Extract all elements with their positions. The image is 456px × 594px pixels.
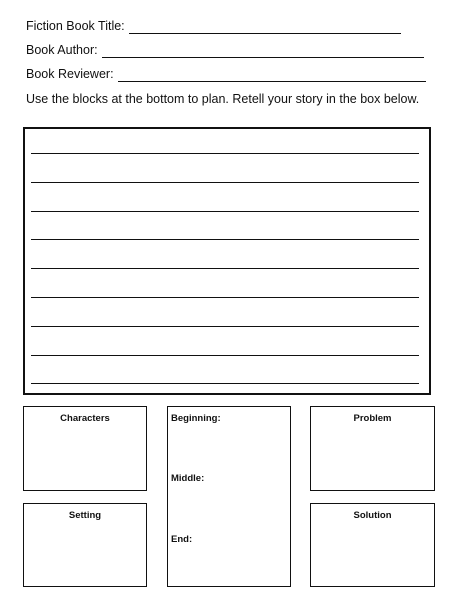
title-field-row [26, 18, 401, 34]
writing-line [31, 153, 419, 154]
beginning-label: Beginning: [171, 413, 221, 424]
characters-label: Characters [60, 413, 110, 424]
reviewer-entry-line[interactable] [118, 69, 426, 82]
reviewer-field-row [26, 66, 426, 82]
writing-line [31, 326, 419, 327]
instruction-text: Use the blocks at the bottom to plan. Retell your story in the box below. [26, 92, 420, 106]
solution-label: Solution [353, 510, 392, 521]
problem-box[interactable] [310, 406, 435, 491]
writing-line [31, 355, 419, 356]
writing-line [31, 239, 419, 240]
beginning-middle-end-box[interactable] [167, 406, 291, 587]
retell-story-box[interactable] [23, 127, 431, 395]
setting-box[interactable] [23, 503, 147, 587]
title-label: Fiction Book Title: [26, 19, 125, 33]
characters-box[interactable] [23, 406, 147, 491]
author-label: Book Author: [26, 43, 98, 57]
writing-line [31, 383, 419, 384]
end-label: End: [171, 534, 193, 545]
solution-box[interactable] [310, 503, 435, 587]
writing-line [31, 268, 419, 269]
writing-line [31, 297, 419, 298]
reviewer-label: Book Reviewer: [26, 67, 114, 81]
setting-label: Setting [68, 510, 102, 521]
middle-label: Middle: [171, 473, 205, 484]
writing-line [31, 182, 419, 183]
title-entry-line[interactable] [129, 21, 401, 34]
writing-line [31, 211, 419, 212]
author-field-row [26, 42, 424, 58]
problem-label: Problem [353, 413, 392, 424]
author-entry-line[interactable] [102, 45, 424, 58]
